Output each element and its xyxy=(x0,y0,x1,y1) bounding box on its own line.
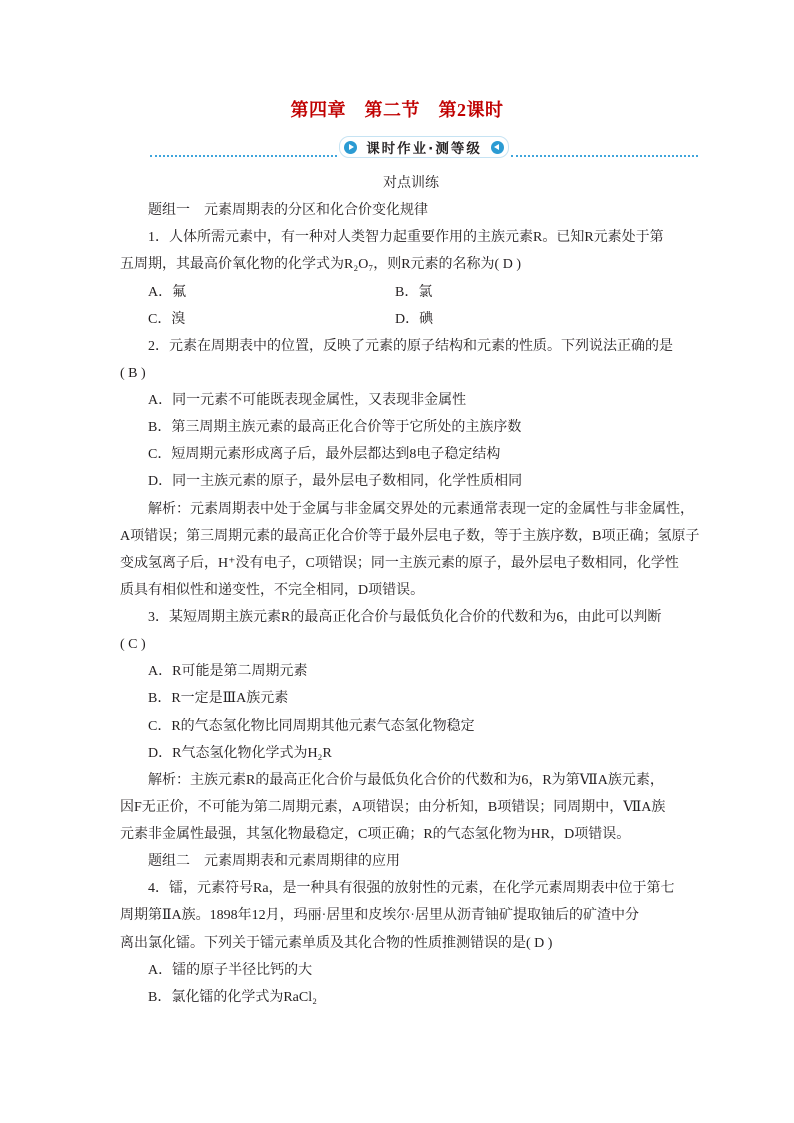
banner-label-box xyxy=(339,136,509,158)
question-3-answer: ( C ) xyxy=(120,637,146,653)
group-1-heading: 题组一 元素周期表的分区和化合价变化规律 xyxy=(148,203,428,219)
question-2-analysis-line: 质具有相似性和递变性，不完全相同，D项错误。 xyxy=(120,582,425,598)
question-3-option-a: A．R可能是第二周期元素 xyxy=(148,664,308,680)
question-3-option-c: C．R的气态氢化物比同周期其他元素气态氢化物稳定 xyxy=(148,718,475,734)
question-1-option-a: A．氟 xyxy=(148,284,187,300)
question-2-answer: ( B ) xyxy=(120,365,146,381)
arrow-right-icon xyxy=(344,141,357,154)
question-1-option-c: C．溴 xyxy=(148,311,186,327)
question-1-option-d: D．碘 xyxy=(395,311,434,327)
question-2-analysis-line: 解析：元素周期表中处于金属与非金属交界处的元素通常表现一定的金属性与非金属性， xyxy=(148,501,694,517)
question-1-stem-line: 1．人体所需元素中，有一种对人类智力起重要作用的主族元素R。已知R元素处于第 xyxy=(148,230,664,246)
arrow-left-icon xyxy=(491,141,504,154)
group-2-heading: 题组二 元素周期表和元素周期律的应用 xyxy=(148,854,400,870)
question-3-option-d: D．R气态氢化物化学式为H₂R xyxy=(148,745,332,761)
chapter-title: 第四章 第二节 第2课时 xyxy=(290,100,504,120)
question-3-option-b: B．R一定是ⅢA族元素 xyxy=(148,691,289,707)
homework-banner xyxy=(150,134,698,160)
question-1-stem-line: 五周期，其最高价氧化物的化学式为R₂O₇，则R元素的名称为( D ) xyxy=(120,257,521,273)
question-2-option-d: D．同一主族元素的原子，最外层电子数相同，化学性质相同 xyxy=(148,474,523,490)
question-2-stem-line: 2．元素在周期表中的位置，反映了元素的原子结构和元素的性质。下列说法正确的是 xyxy=(148,338,673,354)
question-2-option-a: A．同一元素不可能既表现金属性，又表现非金属性 xyxy=(148,393,467,408)
banner-text: 课时作业·测等级 xyxy=(366,141,482,157)
question-1-options-row xyxy=(120,306,694,333)
section-title: 对点训练 xyxy=(383,176,439,191)
question-4-option-a: A．镭的原子半径比钙的大 xyxy=(148,962,313,978)
question-2-analysis-line: A项错误；第三周期元素的最高正化合价等于最外层电子数，等于主族序数，B项正确；氢原子 xyxy=(120,528,700,544)
banner-dotted-line-left xyxy=(150,155,337,157)
question-1-options-row xyxy=(120,279,694,306)
question-4-option-b: B．氯化镭的化学式为RaCl₂ xyxy=(148,989,317,1005)
question-3-analysis-line: 解析：主族元素R的最高正化合价与最低负化合价的代数和为6，R为第ⅦA族元素， xyxy=(148,772,664,788)
question-3-stem-line: 3．某短周期主族元素R的最高正化合价与最低负化合价的代数和为6，由此可以判断 xyxy=(148,610,662,625)
question-2-option-b: B．第三周期主族元素的最高正化合价等于它所处的主族序数 xyxy=(148,420,522,436)
question-4-stem-line: 周期第ⅡA族。1898年12月，玛丽·居里和皮埃尔·居里从沥青铀矿提取铀后的矿渣中分 xyxy=(120,908,639,924)
question-2-option-c: C．短周期元素形成离子后，最外层都达到8电子稳定结构 xyxy=(148,447,501,463)
question-1-option-b: B．氯 xyxy=(395,284,433,300)
question-3-analysis-line: 因F无正价，不可能为第二周期元素，A项错误；由分析知，B项错误；同周期中，ⅦA族 xyxy=(120,799,666,815)
question-4-stem-line: 离出氯化镭。下列关于镭元素单质及其化合物的性质推测错误的是( D ) xyxy=(120,935,553,951)
banner-dotted-line-right xyxy=(511,155,698,157)
question-4-stem-line: 4．镭，元素符号Ra，是一种具有很强的放射性的元素，在化学元素周期表中位于第七 xyxy=(148,881,675,897)
question-2-analysis-line: 变成氢离子后，H⁺没有电子，C项错误；同一主族元素的原子，最外层电子数相同，化学性 xyxy=(120,555,679,571)
worksheet-body xyxy=(120,170,700,1011)
question-3-analysis-line: 元素非金属性最强，其氢化物最稳定，C项正确；R的气态氢化物为HR，D项错误。 xyxy=(120,827,631,842)
